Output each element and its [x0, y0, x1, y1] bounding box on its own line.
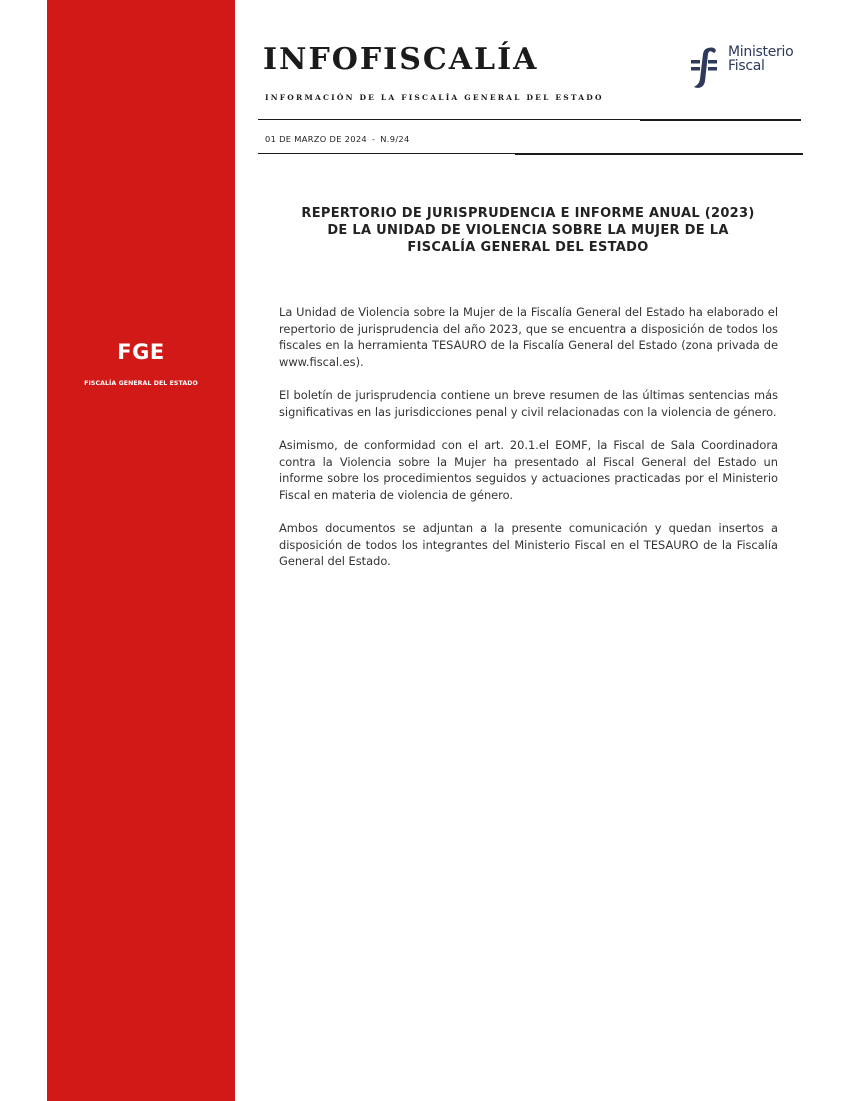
logo-wordmark — [728, 45, 793, 73]
masthead-subtitle: INFORMACIÓN DE LA FISCALÍA GENERAL DEL ESTADO — [265, 93, 604, 102]
header-divider-accent — [640, 120, 801, 121]
masthead-title: INFOFISCALÍA — [263, 42, 539, 77]
article-headline — [278, 205, 778, 256]
sidebar-acronym: FGE — [117, 340, 165, 364]
body-paragraph: La Unidad de Violencia sobre la Mujer de la Fiscalía General del Estado ha elaborado el repertorio de jurisprudencia del año 2023, que se encuentra a disposición de todos los fiscales en la herramienta TESAURO de la Fiscalía General del Estado (zona privada de www.fiscal.es). — [279, 305, 778, 369]
sidebar-institution-name: FISCALÍA GENERAL DEL ESTADO — [84, 380, 198, 387]
body-paragraph: El boletín de jurisprudencia contiene un breve resumen de las últimas sentencias más significativas en las jurisdicciones penal y civil relacionadas con la violencia de género. — [279, 388, 778, 419]
issue-separator: - — [372, 134, 376, 144]
sidebar-banner — [47, 0, 235, 1101]
article-body — [279, 304, 778, 587]
body-paragraph: Ambos documentos se adjuntan a la presente comunicación y quedan insertos a disposición de todos los integrantes del Ministerio Fiscal en el TESAURO de la Fiscalía General del Estado. — [279, 521, 778, 568]
headline-line: DE LA UNIDAD DE VIOLENCIA SOBRE LA MUJER DE LA — [327, 223, 729, 238]
ministerio-fiscal-logo — [688, 45, 803, 91]
body-paragraph: Asimismo, de conformidad con el art. 20.1.el EOMF, la Fiscal de Sala Coordinadora contra la Violencia sobre la Mujer ha presentado al Fiscal General del Estado un informe sobre los procedimientos seguidos y actuaciones practicadas por el Ministerio Fiscal en materia de violencia de género. — [279, 438, 778, 502]
issue-date: 01 DE MARZO DE 2024 — [265, 134, 367, 144]
headline-line: FISCALÍA GENERAL DEL ESTADO — [407, 240, 649, 255]
issue-number: N.9/24 — [380, 134, 410, 144]
issue-divider-accent — [515, 154, 803, 155]
ministerio-fiscal-emblem-icon — [688, 45, 724, 91]
logo-line2: Fiscal — [728, 58, 765, 74]
logo-line1: Ministerio — [728, 44, 794, 60]
issue-info — [265, 134, 410, 144]
headline-line: REPERTORIO DE JURISPRUDENCIA E INFORME ANUAL (2023) — [301, 206, 755, 221]
